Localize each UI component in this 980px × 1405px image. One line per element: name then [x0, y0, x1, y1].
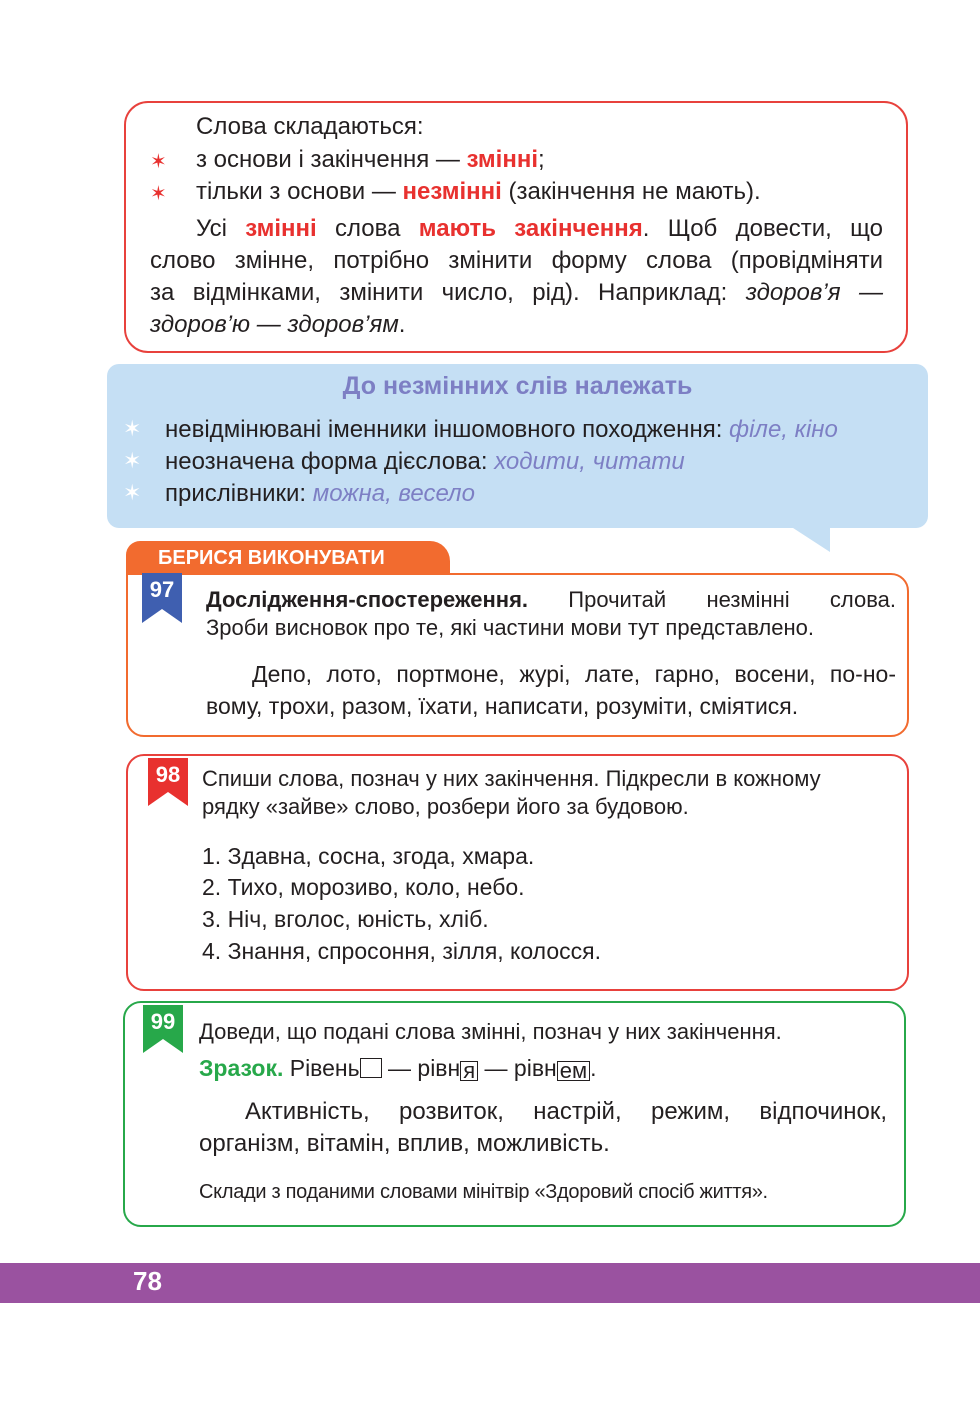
- rule-box: [124, 101, 908, 353]
- exercise-99-line-1: Доведи, що подані слова змінні, познач у них закінчення.: [199, 1019, 782, 1044]
- exercise-number-badge: 98: [148, 758, 188, 806]
- info-title: До незмінних слів належать: [342, 372, 693, 400]
- rule-bullet-2: тільки з основи — незмінні (закінчення не мають).: [196, 178, 761, 205]
- star-icon: ✶: [123, 480, 142, 505]
- list-item: 3. Ніч, вголос, юність, хліб.: [202, 906, 489, 932]
- rule-paragraph-line-2: слово змінне, потрібно змінити форму слова (провідміняти: [150, 247, 883, 274]
- ending-box: [360, 1058, 382, 1078]
- star-icon: ✶: [123, 448, 142, 473]
- exercise-97-line-1: Дослідження-спостереження. Прочитай незмінні слова.: [206, 587, 896, 612]
- exercise-97: [126, 573, 909, 737]
- rule-intro: Слова складаються:: [196, 113, 424, 140]
- speech-tail: [790, 526, 830, 552]
- info-panel: До незмінних слів належать ✶ невідмінювані іменники іншомовного походження: філе, кіно ✶ неозначена форма дієслова: ходити, читати ✶ прислівники: можна, весело: [107, 364, 928, 528]
- page-number: 78: [133, 1266, 162, 1296]
- exercise-97-words-2: вому, трохи, разом, їхати, написати, розуміти, сміятися.: [206, 693, 799, 719]
- ending-box: я: [460, 1061, 478, 1081]
- section-tab: БЕРИСЯ ВИКОНУВАТИ: [126, 541, 450, 575]
- exercise-99-words-1: Активність, розвиток, настрій, режим, відпочинок,: [245, 1098, 887, 1125]
- exercise-99-task: Склади з поданими словами мінітвір «Здоровий спосіб життя».: [199, 1181, 768, 1203]
- red-star-icon: ✶: [150, 183, 167, 205]
- exercise-98-line-1: Спиши слова, познач у них закінчення. Підкресли в кожному: [202, 766, 821, 791]
- list-item: 1. Здавна, сосна, згода, хмара.: [202, 843, 535, 869]
- exercise-98: [126, 754, 909, 991]
- exercise-99-words-2: організм, вітамін, вплив, можливість.: [199, 1130, 610, 1157]
- rule-paragraph-line-1: Усі змінні слова мають закінчення. Щоб довести, що: [196, 215, 883, 242]
- exercise-number-badge: 99: [143, 1005, 183, 1053]
- star-icon: ✶: [123, 416, 142, 441]
- list-item: 4. Знання, спросоння, зілля, колосся.: [202, 938, 601, 964]
- rule-paragraph-line-3: за відмінками, змінити число, рід). Наприклад: здоров’я —: [150, 279, 884, 306]
- red-star-icon: ✶: [150, 151, 167, 173]
- list-item: 2. Тихо, морозиво, коло, небо.: [202, 874, 525, 900]
- rule-paragraph-line-4: здоров’ю — здоров’ям.: [150, 311, 406, 338]
- exercise-97-line-2: Зроби висновок про те, які частини мови тут представлено.: [206, 615, 814, 640]
- exercise-97-words-1: Депо, лото, портмоне, журі, лате, гарно, восени, по-но-: [252, 661, 896, 687]
- sample-line: Зразок. Рівень — рівн я — рівн ем .: [199, 1055, 597, 1083]
- exercise-number-badge: 97: [142, 573, 182, 623]
- ending-box: ем: [557, 1061, 590, 1081]
- exercise-99: [123, 1001, 906, 1227]
- exercise-98-line-2: рядку «зайве» слово, розбери його за будовою.: [202, 794, 689, 819]
- rule-bullet-1: з основи і закінчення — змінні;: [196, 146, 545, 173]
